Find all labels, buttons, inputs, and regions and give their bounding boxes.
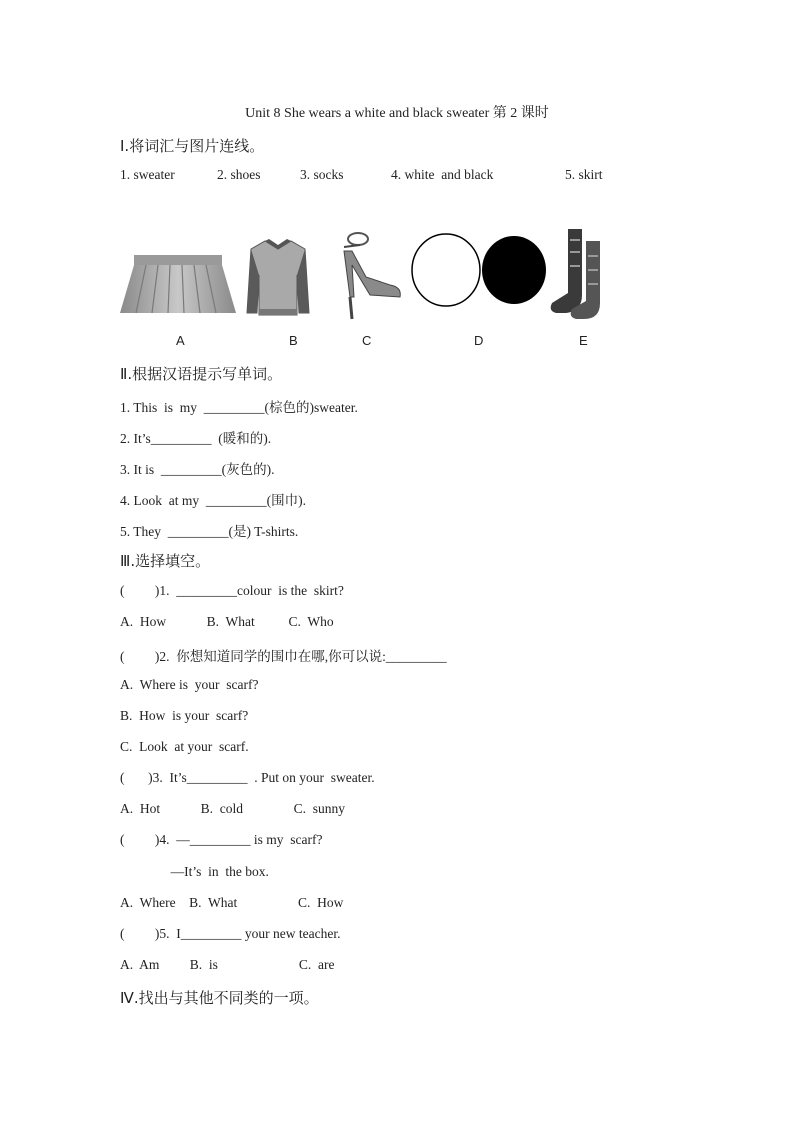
letter-c: C [362, 333, 372, 348]
fill-item-4: 4. Look at my _________(围巾). [120, 493, 306, 508]
fill-item-2: 2. It’s_________ (暖和的). [120, 431, 272, 446]
question-5-options: A. Am B. is C. are [120, 957, 335, 972]
question-5: ( )5. I_________ your new teacher. [120, 926, 341, 941]
word-2: 2. shoes [217, 167, 261, 182]
sweater-icon [243, 225, 313, 325]
section-2-heading: Ⅱ.根据汉语提示写单词。 [120, 365, 283, 383]
question-2: ( )2. 你想知道同学的围巾在哪,你可以说:_________ [120, 649, 447, 664]
section-3-heading: Ⅲ.选择填空。 [120, 552, 211, 570]
word-1: 1. sweater [120, 167, 175, 182]
question-2-option-a: A. Where is your scarf? [120, 677, 259, 692]
socks-icon [546, 225, 616, 325]
fill-item-1: 1. This is my _________(棕色的)sweater. [120, 400, 358, 415]
skirt-icon [118, 225, 238, 325]
high-heel-shoe-icon [330, 225, 405, 325]
fill-item-5: 5. They _________(是) T-shirts. [120, 524, 299, 539]
question-4-reply: —It’s in the box. [120, 864, 269, 879]
question-2-option-b: B. How is your scarf? [120, 708, 249, 723]
question-3: ( )3. It’s_________ . Put on your sweater. [120, 770, 375, 785]
question-1-options: A. How B. What C. Who [120, 614, 334, 629]
question-4: ( )4. —_________ is my scarf? [120, 832, 323, 847]
word-4: 4. white and black [391, 167, 494, 182]
fill-item-3: 3. It is _________(灰色的). [120, 462, 275, 477]
white-and-black-circles-icon [410, 225, 550, 325]
question-3-options: A. Hot B. cold C. sunny [120, 801, 346, 816]
word-5: 5. skirt [565, 167, 603, 182]
letter-b: B [289, 333, 298, 348]
question-2-option-c: C. Look at your scarf. [120, 739, 249, 754]
letter-d: D [474, 333, 484, 348]
section-4-heading: Ⅳ.找出与其他不同类的一项。 [120, 989, 319, 1007]
word-3: 3. socks [300, 167, 344, 182]
picture-row [118, 225, 618, 325]
question-4-options: A. Where B. What C. How [120, 895, 344, 910]
letter-e: E [579, 333, 588, 348]
page-title: Unit 8 She wears a white and black sweater 第 2 课时 [245, 106, 549, 121]
section-1-heading: Ⅰ.将词汇与图片连线。 [120, 137, 265, 155]
question-1: ( )1. _________colour is the skirt? [120, 583, 344, 598]
letter-a: A [176, 333, 185, 348]
